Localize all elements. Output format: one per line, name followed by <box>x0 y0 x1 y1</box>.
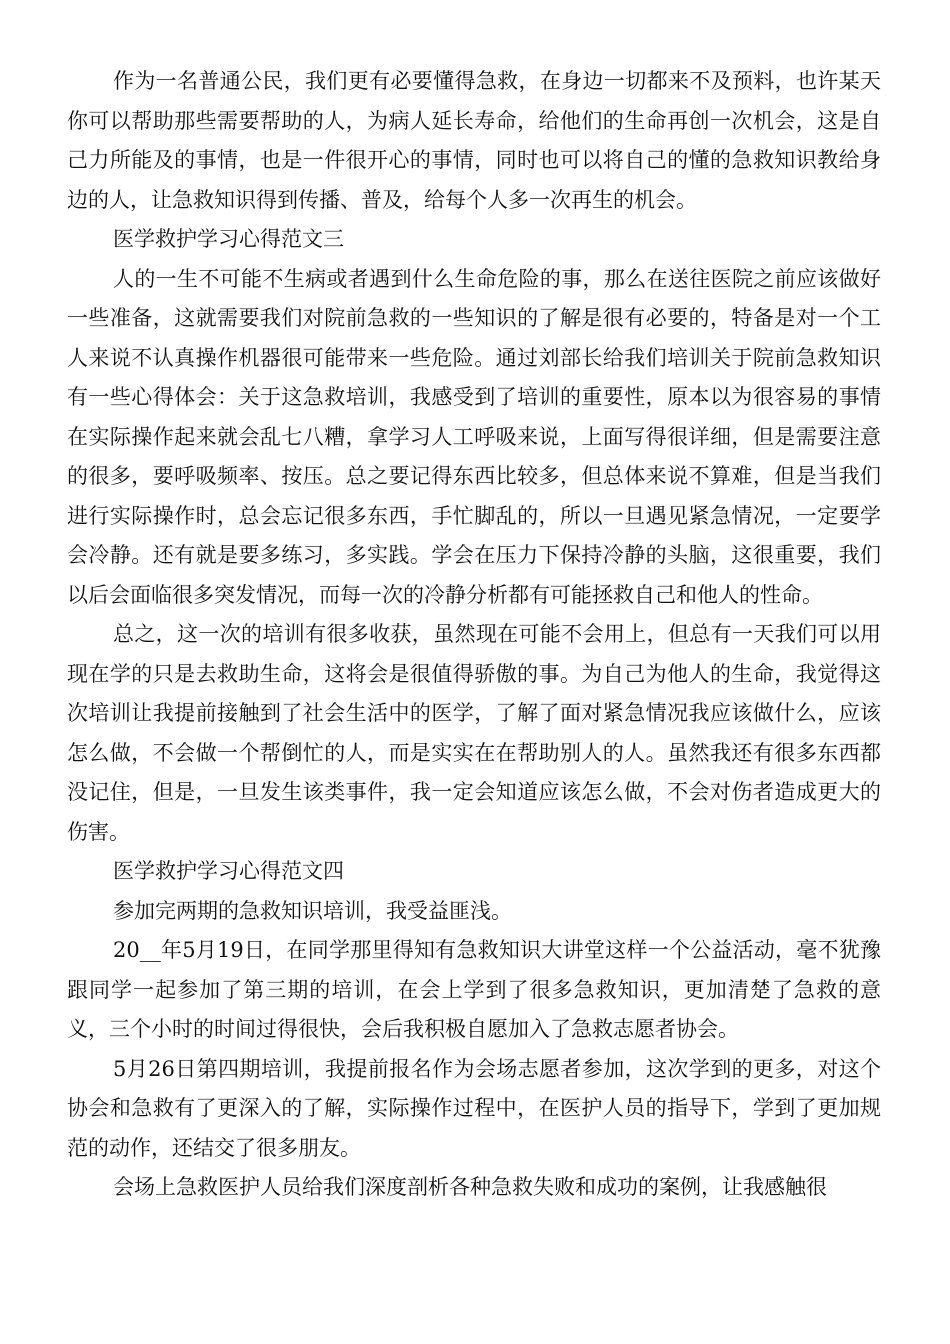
paragraph: 会场上急救医护人员给我们深度剖析各种急救失败和成功的案例，让我感触很 <box>113 1175 827 1199</box>
paragraph: 5月26日第四期培训，我提前报名作为会场志愿者参加，这次学到的更多，对这个协会和急救有了更深入的了解，实际操作过程中，在医护人员的指导下，学到了更加规范的动作，还结交了很多朋友。 <box>67 1056 881 1160</box>
section-heading: 医学救护学习心得范文三 <box>113 227 344 251</box>
paragraph: 总之，这一次的培训有很多收获，虽然现在可能不会用上，但总有一天我们可以用现在学的只是去救助生命，这将会是很值得骄傲的事。为自己为他人的生命，我觉得这次培训让我提前接触到了社会生活中的医学，了解了面对紧急情况我应该做什么，应该怎么做，不会做一个帮倒忙的人，而是实实在在帮助别人的人。虽然我还有很多东西都没记住，但是，一旦发生该类事件，我一定会知道应该怎么做，不会对伤者造成更大的伤害。 <box>67 622 881 844</box>
section-heading: 医学救护学习心得范文四 <box>113 859 344 883</box>
paragraph: 作为一名普通公民，我们更有必要懂得急救，在身边一切都来不及预料，也许某天你可以帮助那些需要帮助的人，为病人延长寿命，给他们的生命再创一次机会，这是自己力所能及的事情，也是一件很开心的事情，同时也可以将自己的懂的急救知识教给身边的人，让急救知识得到传播、普及，给每个人多一次再生的机会。 <box>67 69 881 212</box>
document-page <box>67 62 881 1208</box>
paragraph: 人的一生不可能不生病或者遇到什么生命危险的事，那么在送往医院之前应该做好一些准备，这就需要我们对院前急救的一些知识的了解是很有必要的，特备是对一个工人来说不认真操作机器很可能带来一些危险。通过刘部长给我们培训关于院前急救知识有一些心得体会：关于这急救培训，我感受到了培训的重要性，原本以为很容易的事情在实际操作起来就会乱七八糟，拿学习人工呼吸来说，上面写得很详细，但是需要注意的很多，要呼吸频率、按压。总之要记得东西比较多，但总体来说不算难，但是当我们进行实际操作时，总会忘记很多东西，手忙脚乱的，所以一旦遇见紧急情况，一定要学会冷静。还有就是要多练习，多实践。学会在压力下保持冷静的头脑，这很重要，我们以后会面临很多突发情况，而每一次的冷静分析都有可能拯救自己和他人的性命。 <box>67 266 881 607</box>
paragraph: 20__年5月19日，在同学那里得知有急救知识大讲堂这样一个公益活动，毫不犹豫跟同学一起参加了第三期的培训，在会上学到了很多急救知识，更加清楚了急救的意义，三个小时的时间过得很快，会后我积极自愿加入了急救志愿者协会。 <box>67 938 881 1041</box>
paragraph: 参加完两期的急救知识培训，我受益匪浅。 <box>113 898 512 923</box>
